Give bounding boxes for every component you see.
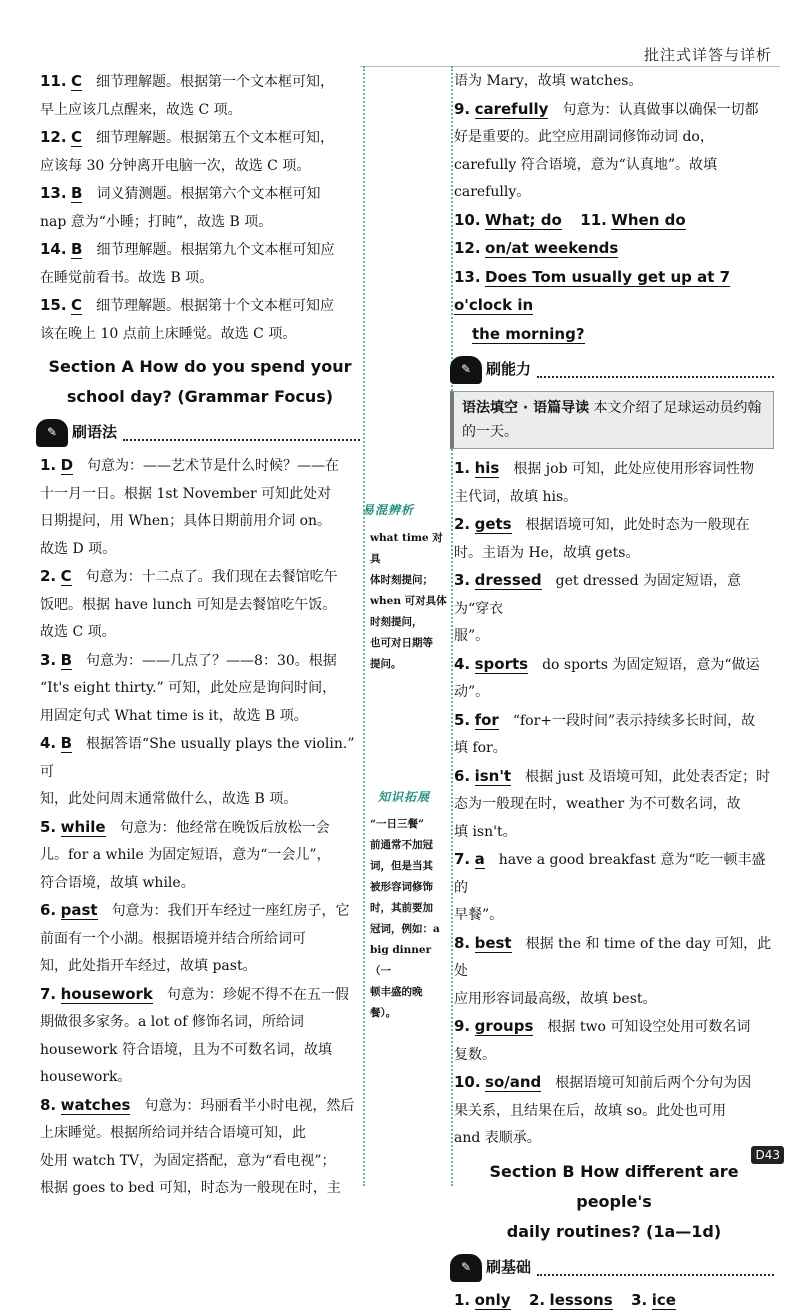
answer-key: B — [71, 184, 82, 203]
answer-item: 7. a have a good breakfast 意为“吃一顿丰盛的 早餐”。 — [454, 846, 774, 930]
answer-item: 4. sports do sports 为固定短语，意为“做运 动”。 — [454, 651, 774, 707]
answer-item: 1. only 2. lessons 3. ice — [454, 1287, 774, 1315]
basic-section-header: ✎ 刷基础 — [450, 1253, 774, 1283]
note-extension-body: “一日三餐” 前通常不加冠 词，但是当其 被形容词修饰 时，其前要加 冠词，例如：a big dinner（一 顿丰盛的晚 餐）。 — [370, 814, 450, 1024]
answer-item: 7. housework 句意为：珍妮不得不在五一假 期做很多家务。a lot of 修饰名词，所给词 housework 符合语境，且为不可数名词，故填 housework。 — [40, 981, 360, 1092]
answer-key: C — [71, 72, 82, 91]
answer-key: so/and — [485, 1073, 541, 1092]
answer-key: B — [71, 240, 82, 259]
page-number: D43 — [751, 1146, 784, 1164]
answer-item: 9. carefully 句意为：认真做事以确保一切都 好是重要的。此空应用副词修饰动词 do， carefully 符合语境，意为“认真地”。故填 carefully。 — [454, 96, 774, 207]
answer-item: 6. isn't 根据 just 及语境可知，此处表否定；时 态为一般现在时，weather 为不可数名词，故 填 isn't。 — [454, 763, 774, 847]
answer-key: C — [71, 128, 82, 147]
answer-key: dressed — [475, 571, 542, 590]
answer-item: 5. for “for+一段时间”表示持续多长时间，故 填 for。 — [454, 707, 774, 763]
answer-item: 12. C 细节理解题。根据第五个文本框可知， 应该每 30 分钟离开电脑一次，故选 C 项。 — [40, 124, 360, 180]
answer-key: gets — [475, 515, 512, 534]
answer-key: best — [475, 934, 512, 953]
pencil-icon: ✎ — [36, 419, 68, 447]
answer-key: a — [475, 850, 485, 869]
ability-section-header: ✎ 刷能力 — [450, 355, 774, 385]
right-column: 语为 Mary，故填 watches。 9. carefully 句意为：认真做事以确保一切都 好是重要的。此空应用副词修饰动词 do， carefully 符合语境，意为“认真地”。故填 carefully。 10. What; do 11. When do 12. on/at weekends 13. Does Tom usually get up at 7 o'clock in the morning? ✎ 刷能力 语法填空 · 语篇导读 本文介绍了足球运动员约翰的一天。 1. his 根据 job 可知，此处应使用形容词性物 主代词，故填 his。 2. gets 根据语境可知，此处时态为一般现在 时。主语为 He，故填 gets。 3. dressed get dressed 为固定短语，意为“穿衣 服”。 4. sports do sports 为固定短语，意为“做运 动”。 5. for “for+一段时间”表示持续多长时间，故 填 for。 6. isn't 根据 just 及语境可知，此处表否定；时 态为一般现在时，weather 为不可数名词，故 填 isn't。 7. a have a good breakfast 意为“吃一顿丰盛的 早餐”。 8. best 根据 the 和 time of the day 可知，此处 应用形容词最高级，故填 best。 9. groups 根据 two 可知设空处用可数名词 复数。 10. so/and 根据语境可知前后两个分句为因 果关系，且结果在后，故填 so。此处也可用 and 表顺承。 Section B How different are people's daily routines? (1a—1d) ✎ 刷基础 1. only 2. lessons 3. ice — [454, 68, 774, 1315]
note-confusable-title: 易混辨析 — [362, 501, 414, 518]
page-header: 批注式详答与详析 — [644, 44, 772, 65]
answer-item: 13. B 词义猜测题。根据第六个文本框可知 nap 意为“小睡；打盹”，故选 B 项。 — [40, 180, 360, 236]
answer-item: 10. What; do 11. When do — [454, 207, 774, 236]
answer-item: 5. while 句意为：他经常在晚饭后放松一会 儿。for a while 为固定短语，意为“一会儿”， 符合语境，故填 while。 — [40, 814, 360, 898]
answer-key: past — [61, 901, 98, 920]
answer-item: 2. C 句意为：十二点了。我们现在去餐馆吃午 饭吧。根据 have lunch 可知是去餐馆吃午饭。 故选 C 项。 — [40, 563, 360, 647]
answer-item: 6. past 句意为：我们开车经过一座红房子，它 前面有一个小湖。根据语境并结合所给词可 知，此处指开车经过，故填 past。 — [40, 897, 360, 981]
left-column — [40, 68, 360, 1203]
section-b-title: Section B How different are people's daily routines? (1a—1d) — [454, 1157, 774, 1247]
section-a-title: Section A How do you spend your school day? (Grammar Focus) — [40, 352, 360, 412]
pencil-icon: ✎ — [450, 1254, 482, 1282]
answer-key: isn't — [475, 767, 512, 786]
reading-guide-box: 语法填空 · 语篇导读 本文介绍了足球运动员约翰的一天。 — [450, 391, 774, 449]
answer-key: while — [61, 818, 106, 837]
answer-key: sports — [475, 655, 528, 674]
answer-item: 2. gets 根据语境可知，此处时态为一般现在 时。主语为 He，故填 gets。 — [454, 511, 774, 567]
answer-item: 14. B 细节理解题。根据第九个文本框可知应 在睡觉前看书。故选 B 项。 — [40, 236, 360, 292]
answer-key: C — [71, 296, 82, 315]
answer-key: watches — [61, 1096, 131, 1115]
pencil-icon: ✎ — [450, 356, 482, 384]
answer-item: 12. on/at weekends — [454, 235, 774, 264]
answer-key: C — [61, 567, 72, 586]
answer-item: 15. C 细节理解题。根据第十个文本框可知应 该在晚上 10 点前上床睡觉。故选 C 项。 — [40, 292, 360, 348]
answer-item: 3. B 句意为：——几点了？——8：30。根据 “It's eight thirty.” 可知，此处应是询问时间， 用固定句式 What time is it，故选 B 项。 — [40, 647, 360, 731]
answer-item: 8. watches 句意为：玛丽看半小时电视，然后 上床睡觉。根据所给词并结合语境可知，此 处用 watch TV，为固定搭配，意为“看电视”； 根据 goes to bed 可知，时态为一般现在时，主 — [40, 1092, 360, 1203]
answer-key: housework — [61, 985, 153, 1004]
grammar-section-header: ✎ 刷语法 — [36, 418, 360, 448]
answer-key: B — [61, 734, 72, 753]
answer-item: 9. groups 根据 two 可知设空处用可数名词 复数。 — [454, 1013, 774, 1069]
note-confusable-body: what time 对具 体时刻提问； when 可对具体 时刻提问， 也可对日期等 提问。 — [370, 528, 450, 675]
answer-key: carefully — [475, 100, 549, 119]
answer-key: groups — [475, 1017, 534, 1036]
note-extension-title: 知识拓展 — [378, 788, 430, 805]
answer-item: 4. B 根据答语“She usually plays the violin.” 可 知，此处问周末通常做什么，故选 B 项。 — [40, 730, 360, 814]
answer-item: 1. D 句意为：——艺术节是什么时候？——在 十一月一日。根据 1st November 可知此处对 日期提问，用 When；具体日期前用介词 on。 故选 D 项。 — [40, 452, 360, 563]
answer-key: B — [61, 651, 72, 670]
answer-item: 10. so/and 根据语境可知前后两个分句为因 果关系，且结果在后，故填 so。此处也可用 and 表顺承。 — [454, 1069, 774, 1153]
answer-item: 13. Does Tom usually get up at 7 o'clock in — [454, 264, 774, 321]
answer-item: 11. C 细节理解题。根据第一个文本框可知， 早上应该几点醒来，故选 C 项。 — [40, 68, 360, 124]
answer-item: 1. his 根据 job 可知，此处应使用形容词性物 主代词，故填 his。 — [454, 455, 774, 511]
answer-key: his — [475, 459, 500, 478]
answer-key: for — [475, 711, 499, 730]
answer-key: D — [61, 456, 73, 475]
answer-item: 3. dressed get dressed 为固定短语，意为“穿衣 服”。 — [454, 567, 774, 651]
answer-item: 8. best 根据 the 和 time of the day 可知，此处 应用形容词最高级，故填 best。 — [454, 930, 774, 1014]
answer-line: 语为 Mary，故填 watches。 — [454, 68, 774, 96]
